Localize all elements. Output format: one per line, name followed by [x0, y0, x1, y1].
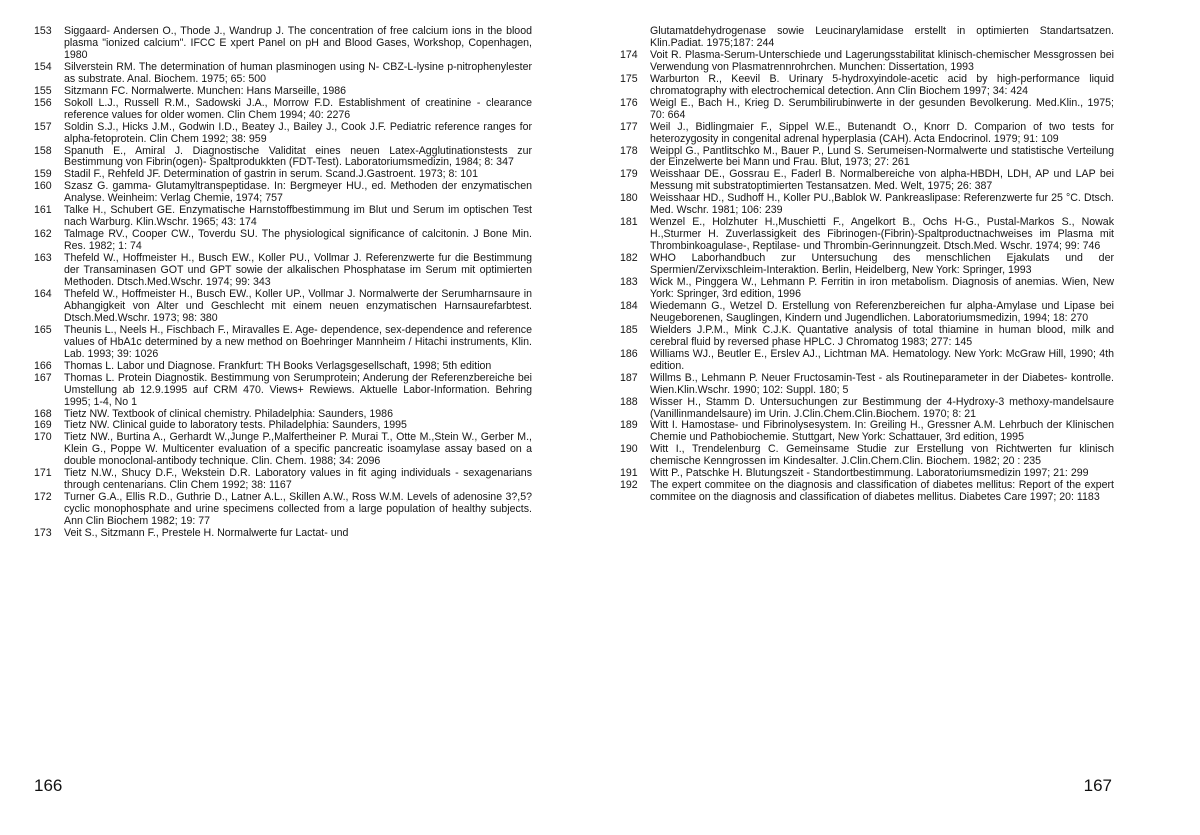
- reference-number: 184: [620, 301, 650, 325]
- reference-entry: [620, 277, 1114, 301]
- reference-entry: [620, 217, 1114, 253]
- reference-text: Weigl E., Bach H., Krieg D. Serumbilirubinwerte in der gesunden Bevolkerung. Med.Klin., 1975; 70: 664: [650, 98, 1114, 122]
- reference-text: Wick M., Pinggera W., Lehmann P. Ferritin in iron metabolism. Diagnosis of anemias. Wien, New York: Springer, 3rd edition, 1996: [650, 277, 1114, 301]
- reference-number: 189: [620, 420, 650, 444]
- reference-number: 190: [620, 444, 650, 468]
- reference-text: Thefeld W., Hoffmeister H., Busch EW., Koller PU., Vollmar J. Referenzwerte fur die Bestimmung der Transaminasen GOT und GPT sowie der alkalischen Phosphatase im Serum mit optimierten Methoden. Dtsch.Med.Wschr. 1974; 99: 343: [64, 253, 532, 289]
- reference-text: Tietz NW. Clinical guide to laboratory tests. Philadelphia: Saunders, 1995: [64, 420, 532, 432]
- reference-number: 180: [620, 193, 650, 217]
- reference-number: 181: [620, 217, 650, 253]
- reference-number: 182: [620, 253, 650, 277]
- reference-text: Witt P., Patschke H. Blutungszeit - Standortbestimmung. Laboratoriumsmedizin 1997; 21: 299: [650, 468, 1114, 480]
- reference-number: 159: [34, 169, 64, 181]
- reference-text: Talmage RV., Cooper CW., Toverdu SU. The physiological significance of calcitonin. J Bone Min. Res. 1982; 1: 74: [64, 229, 532, 253]
- reference-entry: [34, 181, 532, 205]
- reference-text: Weil J., Bidlingmaier F., Sippel W.E., Butenandt O., Knorr D. Comparion of two tests for heterozygosity in congenital adrenal hyperplasia (CAH). Acta Endocrinol. 1979; 91: 109: [650, 122, 1114, 146]
- reference-text: Theunis L., Neels H., Fischbach F., Miravalles E. Age- dependence, sex-dependence and reference values of HbA1c determined by a new method on Boehringer Mannheim / Hitachi instruments, Klin. Lab. 1993; 39: 1026: [64, 325, 532, 361]
- reference-text: Silverstein RM. The determination of human plasminogen using N- CBZ-L-lysine p-nitrophenylester as substrate. Anal. Biochem. 1975; 65: 500: [64, 62, 532, 86]
- reference-number: 174: [620, 50, 650, 74]
- reference-number: 164: [34, 289, 64, 325]
- reference-number: 176: [620, 98, 650, 122]
- reference-number: 171: [34, 468, 64, 492]
- reference-text: Stadil F., Rehfeld JF. Determination of gastrin in serum. Scand.J.Gastroent. 1973; 8: 101: [64, 169, 532, 181]
- reference-number: 166: [34, 361, 64, 373]
- reference-text: Sitzmann FC. Normalwerte. Munchen: Hans Marseille, 1986: [64, 86, 532, 98]
- reference-number: 163: [34, 253, 64, 289]
- reference-entry: [620, 146, 1114, 170]
- reference-text: Tietz NW., Burtina A., Gerhardt W.,Junge P.,Malfertheiner P. Murai T., Otte M.,Stein W., Gerber M., Klein G., Poppe W. Multicenter evaluation of a specific pancreatic isoamylase assay based on a double monoclonal-antibody technique. Clin. Chem. 1988; 34: 2096: [64, 432, 532, 468]
- reference-entry: [620, 444, 1114, 468]
- reference-number: 165: [34, 325, 64, 361]
- reference-text: Tietz NW. Textbook of clinical chemistry. Philadelphia: Saunders, 1986: [64, 409, 532, 421]
- reference-entry: [34, 26, 532, 62]
- reference-text: Weisshaar DE., Gossrau E., Faderl B. Normalbereiche von alpha-HBDH, LDH, AP und LAP bei Messung mit substratoptimierten Testansatzen. Med. Welt, 1975; 26: 387: [650, 169, 1114, 193]
- reference-entry: [34, 62, 532, 86]
- reference-number: 162: [34, 229, 64, 253]
- reference-text: Talke H., Schubert GE. Enzymatische Harnstoffbestimmung im Blut und Serum im optischen Test nach Warburg. Klin.Wschr. 1965; 43: 174: [64, 205, 532, 229]
- reference-text: Wisser H., Stamm D. Untersuchungen zur Bestimmung der 4-Hydroxy-3 methoxy-mandelsaure (Vanillinmandelsaure) im Urin. J.Clin.Chem.Clin.Biochem. 1970; 8: 21: [650, 397, 1114, 421]
- reference-text: Tietz N.W., Shucy D.F., Wekstein D.R. Laboratory values in fit aging individuals - sexagenarians through centenarians. Clin Chem 1992; 38: 1167: [64, 468, 532, 492]
- left-reference-list: [34, 26, 532, 540]
- reference-entry: [34, 205, 532, 229]
- reference-text: Thomas L. Protein Diagnostik. Bestimmung von Serumprotein; Anderung der Referenzbereiche bei Umstellung ab 12.9.1995 auf CRM 470. Views+ Rewiews. Aktuelle Labor-Information. Behring 1995; 1-4, No 1: [64, 373, 532, 409]
- left-page-number: 166: [34, 776, 62, 796]
- reference-number: 192: [620, 480, 650, 504]
- reference-text: Voit R. Plasma-Serum-Unterschiede und Lagerungsstabilitat klinisch-chemischer Messgrossen bei Verwendung von Plasmatrennrohrchen. Munchen: Dissertation, 1993: [650, 50, 1114, 74]
- reference-continuation-text: Glutamatdehydrogenase sowie Leucinarylamidase erstellt in optimierten Standartsatzen. Klin.Padiat. 1975;187: 244: [620, 26, 1114, 50]
- reference-entry: [620, 253, 1114, 277]
- reference-entry: [620, 98, 1114, 122]
- reference-entry: [34, 468, 532, 492]
- reference-number: 179: [620, 169, 650, 193]
- reference-entry: [34, 373, 532, 409]
- right-page: [600, 0, 1200, 835]
- reference-text: WHO Laborhandbuch zur Untersuchung des menschlichen Ejakulats und der Spermien/Zervixschleim-Interaktion. Berlin, Heidelberg, New York: Springer, 1993: [650, 253, 1114, 277]
- reference-number: 157: [34, 122, 64, 146]
- reference-continuation: [620, 26, 1114, 50]
- reference-entry: [34, 361, 532, 373]
- reference-text: Willms B., Lehmann P. Neuer Fructosamin-Test - als Routineparameter in der Diabetes- kontrolle. Wien.Klin.Wschr. 1990; 102: Suppl. 180; 5: [650, 373, 1114, 397]
- reference-number: 156: [34, 98, 64, 122]
- reference-text: Thomas L. Labor und Diagnose. Frankfurt: TH Books Verlagsgesellschaft, 1998; 5th edition: [64, 361, 532, 373]
- reference-entry: [34, 122, 532, 146]
- reference-entry: [34, 492, 532, 528]
- right-page-number: 167: [1084, 776, 1112, 796]
- reference-entry: [34, 229, 532, 253]
- reference-entry: [34, 146, 532, 170]
- reference-text: Szasz G. gamma- Glutamyltranspeptidase. In: Bergmeyer HU., ed. Methoden der enzymatischen Analyse. Weinheim: Verlag Chemie, 1974; 757: [64, 181, 532, 205]
- reference-text: Wiedemann G., Wetzel D. Erstellung von Referenzbereichen fur alpha-Amylase und Lipase bei Neugeborenen, Sauglingen, Kindern und Jugendlichen. Laboratoriumsmedizin, 1994; 18: 270: [650, 301, 1114, 325]
- reference-number: 167: [34, 373, 64, 409]
- reference-entry: [620, 50, 1114, 74]
- reference-entry: [34, 325, 532, 361]
- reference-entry: [620, 301, 1114, 325]
- reference-entry: [34, 86, 532, 98]
- reference-text: Witt I. Hamostase- und Fibrinolysesystem. In: Greiling H., Gressner A.M. Lehrbuch der Klinischen Chemie und Pathobiochemie. Stuttgart, New York: Schattauer, 3rd edition, 1995: [650, 420, 1114, 444]
- right-reference-list: [620, 26, 1114, 504]
- reference-text: Warburton R., Keevil B. Urinary 5-hydroxyindole-acetic acid by high-performance liquid chromatography with electrochemical detection. Ann Clin Biochem 1997; 34: 424: [650, 74, 1114, 98]
- reference-number: 173: [34, 528, 64, 540]
- reference-number: 155: [34, 86, 64, 98]
- reference-number: 191: [620, 468, 650, 480]
- reference-number: 161: [34, 205, 64, 229]
- reference-text: Wenzel E., Holzhuter H.,Muschietti F., Angelkort B., Ochs H-G., Pustal-Markos S., Nowak H.,Sturmer H. Zuverlassigkeit des Fibrinogen-(Fibrin)-Spaltproductnachweises im Plasma mit Thrombinkoagulase-, Reptilase- und Thrombin-Gerinnungzeit. Dtsch.Med. Wschr. 1974; 99: 746: [650, 217, 1114, 253]
- reference-number: 186: [620, 349, 650, 373]
- reference-number: 158: [34, 146, 64, 170]
- reference-entry: [620, 373, 1114, 397]
- reference-entry: [620, 325, 1114, 349]
- reference-number: 177: [620, 122, 650, 146]
- reference-number: 175: [620, 74, 650, 98]
- reference-entry: [34, 289, 532, 325]
- reference-entry: [620, 74, 1114, 98]
- reference-number: 160: [34, 181, 64, 205]
- reference-text: Turner G.A., Ellis R.D., Guthrie D., Latner A.L., Skillen A.W., Ross W.M. Levels of adenosine 3?,5? cyclic monophosphate and urine specimens collected from a large population of healthy subjects. Ann Clin Biochem 1982; 19: 77: [64, 492, 532, 528]
- reference-entry: [620, 193, 1114, 217]
- reference-entry: [620, 420, 1114, 444]
- reference-text: Siggaard- Andersen O., Thode J., Wandrup J. The concentration of free calcium ions in the blood plasma "ionized calcium". IFCC E xpert Panel on pH and Blood Gases, Workshop, Copenhagen, 1980: [64, 26, 532, 62]
- reference-number: 188: [620, 397, 650, 421]
- reference-number: 185: [620, 325, 650, 349]
- reference-number: 183: [620, 277, 650, 301]
- reference-number: 169: [34, 420, 64, 432]
- reference-text: Weisshaar HD., Sudhoff H., Koller PU.,Bablok W. Pankreaslipase: Referenzwerte fur 25 °C. Dtsch. Med. Wschr. 1981; 106: 239: [650, 193, 1114, 217]
- reference-number: 172: [34, 492, 64, 528]
- reference-entry: [620, 122, 1114, 146]
- reference-text: Weippl G., Pantlitschko M., Bauer P., Lund S. Serumeisen-Normalwerte und statistische Verteilung der Einzelwerte bei Mann und Frau. Blut, 1973; 27: 261: [650, 146, 1114, 170]
- reference-text: Witt I., Trendelenburg C. Gemeinsame Studie zur Erstellung von Richtwerten fur klinisch chemische Kenngrossen im Kindesalter. J.Clin.Chem.Clin. Biochem. 1982; 20 : 235: [650, 444, 1114, 468]
- reference-entry: [620, 480, 1114, 504]
- reference-entry: [34, 253, 532, 289]
- reference-text: Veit S., Sitzmann F., Prestele H. Normalwerte fur Lactat- und: [64, 528, 532, 540]
- reference-text: The expert commitee on the diagnosis and classification of diabetes mellitus: Report of the expert commitee on the diagnosis and classification of diabetes mellitus. Diabetes Care 1997; 20: 1183: [650, 480, 1114, 504]
- left-page: [0, 0, 600, 835]
- reference-entry: [620, 397, 1114, 421]
- reference-number: 170: [34, 432, 64, 468]
- reference-number: 187: [620, 373, 650, 397]
- reference-number: 168: [34, 409, 64, 421]
- reference-entry: [34, 528, 532, 540]
- reference-text: Soldin S.J., Hicks J.M., Godwin I.D., Beatey J., Bailey J., Cook J.F. Pediatric reference ranges for alpha-fetoprotein. Clin Chem 1992; 38: 959: [64, 122, 532, 146]
- reference-text: Sokoll L.J., Russell R.M., Sadowski J.A., Morrow F.D. Establishment of creatinine - clearance reference values for older women. Clin Chem 1994; 40: 2276: [64, 98, 532, 122]
- reference-text: Wielders J.P.M., Mink C.J.K. Quantative analysis of total thiamine in human blood, milk and cerebral fluid by reversed phase HPLC. J Chromatog 1983; 277: 145: [650, 325, 1114, 349]
- reference-text: Williams WJ., Beutler E., Erslev AJ., Lichtman MA. Hematology. New York: McGraw Hill, 1990; 4th edition.: [650, 349, 1114, 373]
- reference-entry: [620, 349, 1114, 373]
- reference-number: 154: [34, 62, 64, 86]
- reference-number: 153: [34, 26, 64, 62]
- reference-number: 178: [620, 146, 650, 170]
- reference-entry: [34, 432, 532, 468]
- reference-entry: [620, 169, 1114, 193]
- reference-entry: [34, 98, 532, 122]
- right-reference-items: [620, 50, 1114, 504]
- reference-text: Thefeld W., Hoffmeister H., Busch EW., Koller UP., Vollmar J. Normalwerte der Serumharnsaure in Abhangigkeit von Alter und Geschlecht mit einem neuen enzymatischen Harnsaurefarbtest. Dtsch.Med.Wschr. 1973; 98: 380: [64, 289, 532, 325]
- reference-text: Spanuth E., Amiral J. Diagnostische Validitat eines neuen Latex-Agglutinationstests zur Bestimmung von Fibrin(ogen)- Spaltprodukkten (FDT-Test). Laboratoriumsmedizin, 1984; 8: 347: [64, 146, 532, 170]
